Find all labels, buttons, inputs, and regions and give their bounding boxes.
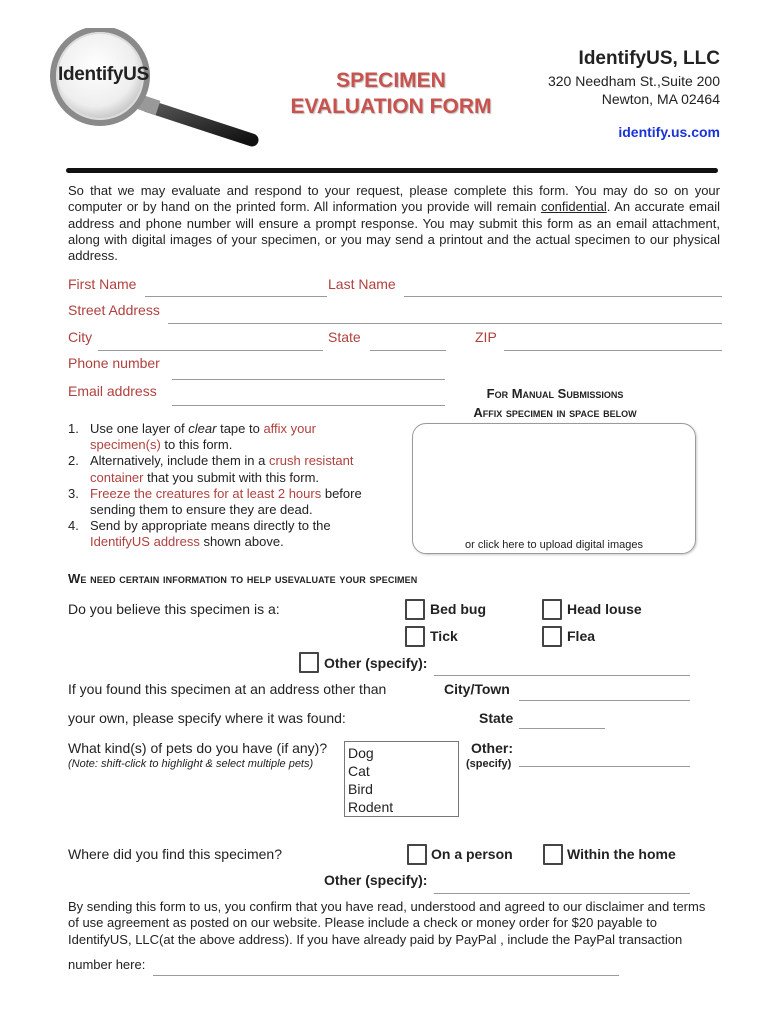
address-question-line-2: your own, please specify where it was found: (68, 710, 346, 726)
on-person-label: On a person (431, 846, 513, 862)
instruction-2-d: crush resistant container (90, 453, 354, 485)
found-question: Where did you find this specimen? (68, 846, 282, 862)
within-home-checkbox[interactable] (543, 844, 563, 865)
tick-label: Tick (430, 628, 458, 644)
tick-checkbox[interactable] (405, 626, 425, 647)
instruction-1-b: clear (188, 421, 217, 436)
flea-label: Flea (567, 628, 596, 644)
head-louse-label: Head louse (567, 601, 642, 617)
email-field[interactable] (172, 405, 445, 406)
pet-option-bird[interactable]: Bird (348, 781, 373, 797)
city-town-field[interactable] (519, 700, 690, 701)
manual-submissions-heading (445, 384, 665, 422)
footer-paragraph: By sending this form to us, you confirm that you have read, understood and agreed to our disclaimer and terms of use agreement as posted on our website. Please include a check or money order for $20 payable to IdentifyUS, LLC(at the above address). If you have already paid by PayPal , include the PayPal transaction (68, 899, 706, 947)
pets-question: What kind(s) of pets do you have (if any)? (68, 740, 328, 756)
address-question-line-1: If you found this specimen at an address other than (68, 681, 387, 697)
form-title-line1: SPECIMEN (336, 69, 446, 92)
city-field[interactable] (98, 350, 323, 351)
instruction-1 (68, 421, 380, 453)
within-home-label: Within the home (567, 846, 676, 862)
instruction-3-d: Freeze the creatures for at least 2 hours (90, 485, 322, 501)
specimen-affix-box[interactable] (412, 423, 696, 554)
phone-field[interactable] (172, 379, 445, 380)
pets-specify-label: (specify) (466, 758, 512, 770)
instruction-1-d: affix your specimen(s) (90, 421, 316, 453)
pets-other-field[interactable] (519, 766, 690, 767)
street-address-label: Street Address (68, 302, 160, 318)
section-heading: We need certain information to help usevaluate your specimen (68, 571, 418, 586)
transaction-number-field[interactable] (153, 975, 619, 976)
company-address-1: 320 Needham St.,Suite 200 (547, 73, 720, 89)
phone-label: Phone number (68, 355, 160, 371)
street-address-field[interactable] (168, 323, 722, 324)
instructions-list (68, 421, 380, 551)
intro-confidential: confidential (540, 199, 607, 215)
instruction-1-c: tape to (216, 421, 264, 436)
instruction-2-a: Alternatively, include them in a (90, 453, 269, 469)
instruction-2-num: 2. (68, 453, 79, 469)
instruction-2 (68, 453, 380, 485)
upload-link[interactable]: or click here to upload digital images (465, 539, 643, 551)
zip-label: ZIP (475, 329, 497, 345)
found-state-field[interactable] (519, 728, 605, 729)
instruction-3-e: before sending them to ensure they are dead. (90, 485, 362, 518)
form-title-line2: EVALUATION FORM (290, 95, 492, 118)
specimen-question: Do you believe this specimen is a: (68, 601, 280, 617)
instruction-1-a: Use one layer of (90, 421, 189, 436)
last-name-label: Last Name (328, 276, 396, 292)
first-name-field[interactable] (145, 296, 327, 297)
instruction-4-e: shown above. (199, 534, 284, 550)
header-divider (66, 168, 718, 173)
other-specimen-label: Other (specify): (324, 655, 428, 671)
instruction-3 (68, 486, 380, 518)
pet-option-rodent[interactable]: Rodent (348, 799, 394, 815)
pets-other-label: Other: (471, 740, 513, 756)
zip-field[interactable] (504, 350, 722, 351)
other-specimen-checkbox[interactable] (299, 652, 319, 673)
transaction-number-label: number here: (68, 957, 146, 972)
instruction-1-e: to this form. (160, 437, 233, 453)
on-person-checkbox[interactable] (407, 844, 427, 865)
company-website-link[interactable]: identify.us.com (618, 124, 720, 140)
found-other-label: Other (specify): (324, 872, 428, 888)
flea-checkbox[interactable] (542, 626, 562, 647)
magnifier-icon (40, 28, 300, 158)
pet-option-dog[interactable]: Dog (348, 745, 374, 761)
last-name-field[interactable] (404, 296, 722, 297)
company-block (548, 46, 720, 140)
intro-paragraph (68, 183, 720, 264)
logo-text: IdentifyUS (58, 64, 149, 85)
company-name: IdentifyUS, LLC (578, 48, 720, 69)
pets-listbox[interactable] (344, 741, 459, 817)
found-other-field[interactable] (434, 893, 690, 894)
instruction-3-num: 3. (68, 485, 79, 501)
bed-bug-checkbox[interactable] (405, 599, 425, 620)
instruction-4 (68, 518, 380, 550)
bed-bug-label: Bed bug (430, 601, 486, 617)
other-specimen-field[interactable] (434, 675, 690, 676)
pet-option-cat[interactable]: Cat (348, 763, 370, 779)
intro-part-2: . An accurate email address and phone number will ensure a prompt response. You may submit this form as an email attachment, along with digital images of your specimen, or you may send a printout and the actual specimen to our physical address. (68, 199, 721, 264)
city-label: City (68, 329, 93, 345)
state-label: State (328, 329, 361, 345)
state-field[interactable] (370, 350, 446, 351)
found-state-label: State (479, 710, 514, 726)
pets-note: (Note: shift-click to highlight & select multiple pets) (68, 758, 314, 770)
form-title (268, 68, 514, 120)
city-town-label: City/Town (444, 681, 510, 697)
instruction-2-e: that you submit with this form. (143, 469, 320, 485)
manual-line-2: Affix specimen in space below (473, 405, 637, 420)
email-label: Email address (68, 383, 157, 399)
logo-magnifier (40, 28, 300, 158)
intro-part-1: So that we may evaluate and respond to your request, please complete this form. You may do so on your computer or by hand on the printed form. All information you provide will remain (68, 183, 720, 215)
manual-line-1: For Manual Submissions (486, 386, 624, 401)
instruction-1-num: 1. (68, 421, 79, 436)
instruction-4-a: Send by appropriate means directly to the (90, 518, 331, 534)
head-louse-checkbox[interactable] (542, 599, 562, 620)
company-address-2: Newton, MA 02464 (601, 91, 720, 107)
instruction-4-num: 4. (68, 518, 79, 534)
first-name-label: First Name (68, 276, 137, 292)
instruction-4-d: IdentifyUS address (90, 534, 200, 550)
